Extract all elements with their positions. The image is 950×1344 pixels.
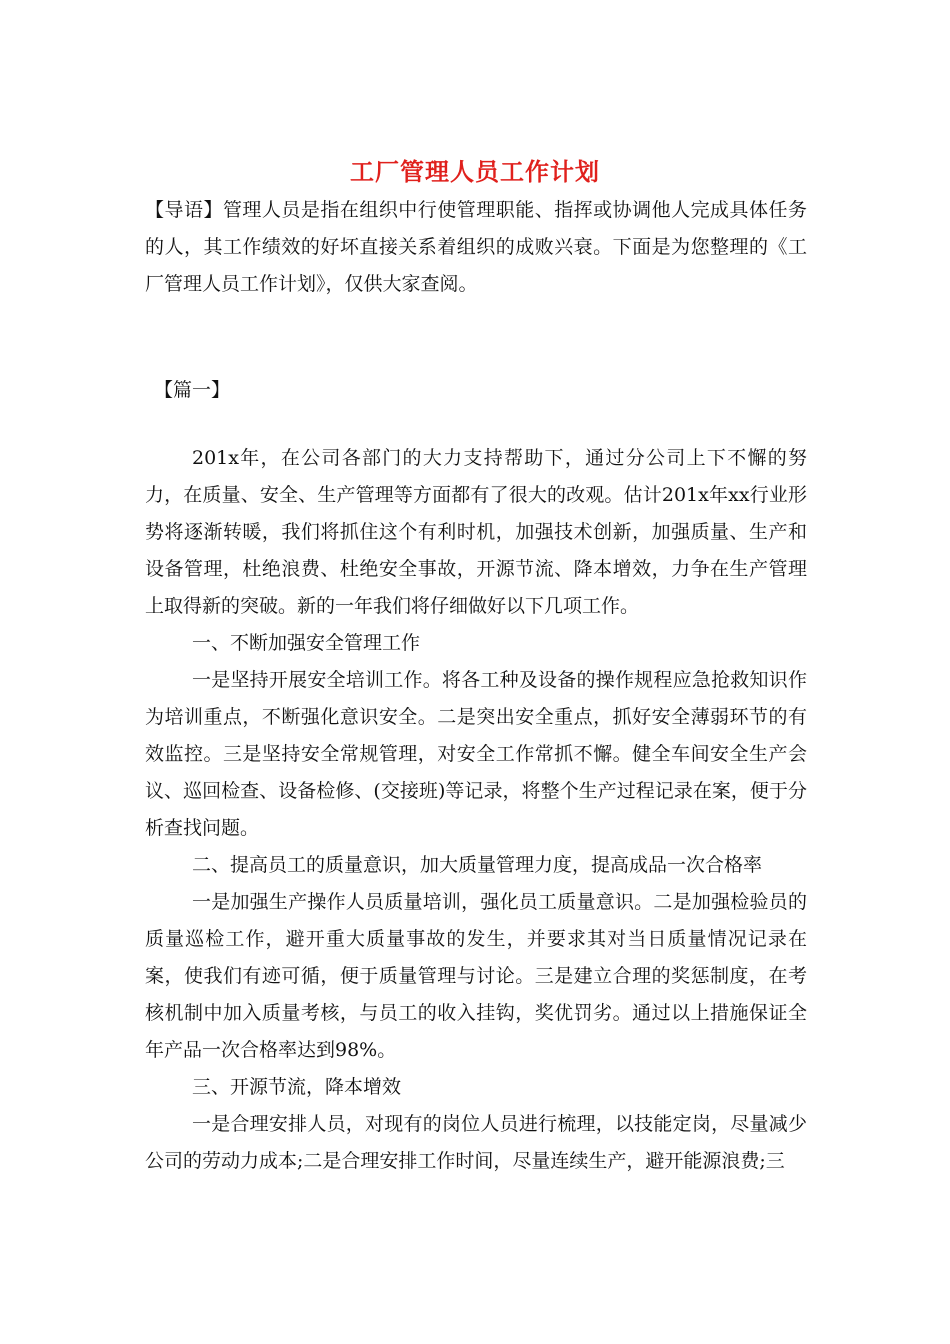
paragraph-overview: 201x年，在公司各部门的大力支持帮助下，通过分公司上下不懈的努力，在质量、安全、生产管理等方面都有了很大的改观。估计201x年xx行业形势将逐渐转暖，我们将抓住这个有利时机，加强技术创新，加强质量、生产和设备管理，杜绝浪费、杜绝安全事故，开源节流、降本增效，力争在生产管理上取得新的突破。新的一年我们将仔细做好以下几项工作。 <box>145 447 807 617</box>
paragraph-safety: 一是坚持开展安全培训工作。将各工种及设备的操作规程应急抢救知识作为培训重点，不断强化意识安全。二是突出安全重点，抓好安全薄弱环节的有效监控。三是坚持安全常规管理，对安全工作常抓不懈。健全车间安全生产会议、巡回检查、设备检修、(交接班)等记录，将整个生产过程记录在案，便于分析查找问题。 <box>145 669 807 839</box>
section-label: 【篇一】 <box>154 379 231 401</box>
heading-quality: 二、提高员工的质量意识，加大质量管理力度，提高成品一次合格率 <box>192 854 763 876</box>
paragraph-cost: 一是合理安排人员，对现有的岗位人员进行梳理，以技能定岗，尽量减少公司的劳动力成本;二是合理安排工作时间，尽量连续生产，避开能源浪费;三 <box>145 1113 807 1172</box>
intro-paragraph: 【导语】管理人员是指在组织中行使管理职能、指挥或协调他人完成具体任务的人，其工作绩效的好坏直接关系着组织的成败兴衰。下面是为您整理的《工厂管理人员工作计划》，仅供大家查阅。 <box>145 199 807 295</box>
heading-cost: 三、开源节流，降本增效 <box>192 1076 402 1098</box>
body-text <box>145 440 807 1180</box>
heading-safety: 一、不断加强安全管理工作 <box>192 632 421 654</box>
paragraph-quality: 一是加强生产操作人员质量培训，强化员工质量意识。二是加强检验员的质量巡检工作，避开重大质量事故的发生，并要求其对当日质量情况记录在案，使我们有迹可循，便于质量管理与讨论。三是建立合理的奖惩制度，在考核机制中加入质量考核，与员工的收入挂钩，奖优罚劣。通过以上措施保证全年产品一次合格率达到98%。 <box>145 891 807 1061</box>
document-title: 工厂管理人员工作计划 <box>350 157 600 186</box>
